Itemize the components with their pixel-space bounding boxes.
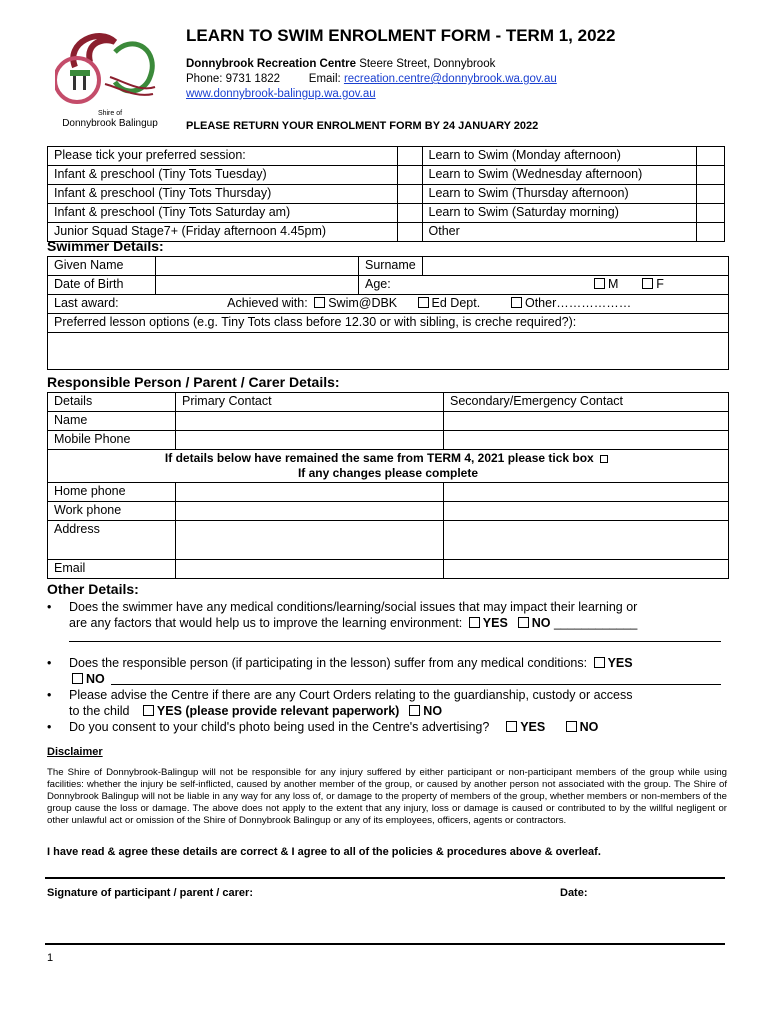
other-award-checkbox[interactable]	[511, 297, 522, 308]
other-heading: Other Details:	[47, 581, 139, 597]
question-court-orders	[47, 687, 727, 719]
surname-field[interactable]	[422, 257, 728, 276]
session-left-4: Junior Squad Stage7+ (Friday afternoon 4.45pm)	[48, 223, 398, 242]
primary-name-field[interactable]	[176, 412, 444, 431]
male-label: M	[608, 277, 619, 291]
bullet-icon: •	[47, 600, 52, 614]
dob-field[interactable]	[156, 276, 359, 295]
shire-logo	[55, 22, 165, 132]
preferred-field[interactable]	[48, 333, 729, 370]
col-secondary: Secondary/Emergency Contact	[444, 393, 729, 412]
signature-bottom-line[interactable]	[45, 943, 725, 945]
session-tick[interactable]	[696, 185, 724, 204]
agreement-text: I have read & agree these details are correct & I agree to all of the policies & procedures above & overleaf.	[47, 846, 601, 858]
email-link[interactable]: recreation.centre@donnybrook.wa.gov.au	[343, 73, 557, 85]
q3-yes: YES (please provide relevant paperwork)	[156, 704, 400, 718]
q1-answer-line[interactable]	[69, 631, 721, 642]
session-tick[interactable]	[696, 223, 724, 242]
q1-line1: Does the swimmer have any medical conditions/learning/social issues that may impact their learning or	[69, 600, 638, 614]
q1-no: NO	[531, 616, 551, 630]
session-left-1: Infant & preschool (Tiny Tots Tuesday)	[48, 166, 398, 185]
age-label: Age:	[365, 277, 391, 291]
surname-label: Surname	[359, 257, 423, 276]
q1-no-checkbox[interactable]	[518, 617, 529, 628]
secondary-home-field[interactable]	[444, 483, 729, 502]
logo-line1: Shire of	[97, 110, 123, 117]
org-details	[186, 57, 557, 102]
gender-options	[591, 277, 664, 291]
secondary-name-field[interactable]	[444, 412, 729, 431]
disclaimer-heading: Disclaimer	[47, 746, 103, 758]
logo-line2: Donnybrook Balingup	[62, 118, 158, 129]
responsible-table	[47, 392, 729, 579]
session-right-1: Learn to Swim (Wednesday afternoon)	[422, 166, 696, 185]
org-phone: Phone: 9731 1822	[186, 73, 281, 85]
q4-yes-checkbox[interactable]	[506, 721, 517, 732]
mobile-label: Mobile Phone	[48, 431, 176, 450]
session-tick[interactable]	[398, 204, 422, 223]
q2-no-checkbox[interactable]	[72, 673, 83, 684]
q2-yes: YES	[607, 656, 633, 670]
q1-line2: are any factors that would help us to improve the learning environment:	[69, 616, 463, 630]
q2-answer-line[interactable]	[111, 684, 721, 685]
secondary-mobile-field[interactable]	[444, 431, 729, 450]
q2-line1: Does the responsible person (if participating in the lesson) suffer from any medical conditions:	[69, 656, 588, 670]
question-photo-consent	[47, 719, 727, 735]
session-tick[interactable]	[696, 166, 724, 185]
last-award-label: Last award:	[54, 296, 119, 310]
session-tick[interactable]	[696, 204, 724, 223]
female-checkbox[interactable]	[642, 278, 653, 289]
unchanged-notice	[48, 450, 729, 483]
secondary-work-field[interactable]	[444, 502, 729, 521]
col-details: Details	[48, 393, 176, 412]
session-tick[interactable]	[398, 185, 422, 204]
session-right-4: Other	[422, 223, 696, 242]
logo-graphic-icon	[55, 22, 165, 112]
primary-address-field[interactable]	[176, 521, 444, 560]
session-left-0: Please tick your preferred session:	[48, 147, 398, 166]
q1-yes: YES	[482, 616, 508, 630]
dob-label: Date of Birth	[48, 276, 156, 295]
signature-label: Signature of participant / parent / carer:	[47, 887, 253, 899]
bullet-icon: •	[47, 720, 52, 734]
q2-yes-checkbox[interactable]	[594, 657, 605, 668]
session-left-2: Infant & preschool (Tiny Tots Thursday)	[48, 185, 398, 204]
session-tick[interactable]	[398, 147, 422, 166]
q3-yes-checkbox[interactable]	[143, 705, 154, 716]
award-row	[48, 295, 729, 314]
secondary-email-field[interactable]	[444, 560, 729, 579]
disclaimer-text: The Shire of Donnybrook-Balingup will not be responsible for any injury suffered by either participant or non-participant members of the group while using facilities: whether the injury be self-inflicted, caused by another member of the group, or caused by another person not associated with the group. The Shire of Donnybrook Balingup will not be liable in any way for any loss of, or damage to the property of members of the group, whether members or non-members of the group cause the loss or damage. The above does not apply to the extent that any injury, loss or damage is caused or contributed to by the willful negligent or other unlawful act or omission of the Shire of Donnybrook Balingup or any of its employees, officers, agents or contractors.	[47, 767, 727, 826]
other-award-label: Other………………	[524, 296, 632, 310]
q3-no-checkbox[interactable]	[409, 705, 420, 716]
secondary-address-field[interactable]	[444, 521, 729, 560]
email-label: Email:	[308, 73, 341, 85]
q1-yes-checkbox[interactable]	[469, 617, 480, 628]
swimmer-table	[47, 256, 729, 370]
q4-yes: YES	[520, 720, 546, 734]
unchanged-checkbox[interactable]	[600, 455, 608, 463]
ed-dept-label: Ed Dept.	[431, 296, 481, 310]
address-label: Address	[48, 521, 176, 560]
return-notice: PLEASE RETURN YOUR ENROLMENT FORM BY 24 JANUARY 2022	[186, 120, 539, 132]
notice-line1: If details below have remained the same from TERM 4, 2021 please tick box	[164, 451, 594, 465]
q4-no: NO	[579, 720, 599, 734]
q3-no: NO	[423, 704, 443, 718]
session-tick[interactable]	[398, 223, 422, 242]
age-cell	[359, 276, 729, 295]
female-label: F	[656, 277, 664, 291]
bullet-icon: •	[47, 656, 52, 670]
website-link[interactable]: www.donnybrook-balingup.wa.gov.au	[186, 88, 376, 100]
signature-top-line	[45, 877, 725, 879]
name-label: Name	[48, 412, 176, 431]
q2-no: NO	[86, 672, 105, 686]
form-title: LEARN TO SWIM ENROLMENT FORM - TERM 1, 2022	[186, 26, 616, 45]
preferred-label: Preferred lesson options (e.g. Tiny Tots class before 12.30 or with sibling, is creche required?):	[48, 314, 729, 333]
org-name: Donnybrook Recreation Centre	[186, 58, 356, 70]
q3-line1: Please advise the Centre if there are any Court Orders relating to the guardianship, custody or access	[69, 688, 633, 702]
given-name-label: Given Name	[48, 257, 156, 276]
swim-dbk-label: Swim@DBK	[328, 296, 398, 310]
home-label: Home phone	[48, 483, 176, 502]
session-left-3: Infant & preschool (Tiny Tots Saturday am)	[48, 204, 398, 223]
q4-text: Do you consent to your child's photo being used in the Centre's advertising?	[69, 720, 490, 734]
session-right-2: Learn to Swim (Thursday afternoon)	[422, 185, 696, 204]
male-checkbox[interactable]	[594, 278, 605, 289]
work-label: Work phone	[48, 502, 176, 521]
session-table	[47, 146, 725, 242]
page-number: 1	[47, 952, 54, 964]
email-label-cell: Email	[48, 560, 176, 579]
session-tick[interactable]	[398, 166, 422, 185]
session-right-0: Learn to Swim (Monday afternoon)	[422, 147, 696, 166]
col-primary: Primary Contact	[176, 393, 444, 412]
session-right-3: Learn to Swim (Saturday morning)	[422, 204, 696, 223]
primary-home-field[interactable]	[176, 483, 444, 502]
achieved-with-label: Achieved with:	[227, 296, 308, 310]
question-medical: • Does the swimmer have any medical conditions/learning/social issues that may impact their learning or are any factors that would help us to improve the learning environment: YES NO ____________	[47, 599, 727, 647]
swimmer-heading: Swimmer Details:	[47, 238, 164, 254]
swim-dbk-checkbox[interactable]	[314, 297, 325, 308]
org-address: Steere Street, Donnybrook	[359, 58, 496, 70]
primary-mobile-field[interactable]	[176, 431, 444, 450]
given-name-field[interactable]	[156, 257, 359, 276]
bullet-icon: •	[47, 688, 52, 702]
q3-line2: to the child	[69, 704, 130, 718]
notice-line2: If any changes please complete	[297, 466, 479, 480]
q4-no-checkbox[interactable]	[566, 721, 577, 732]
primary-email-field[interactable]	[176, 560, 444, 579]
question-responsible-medical	[47, 655, 727, 687]
responsible-heading: Responsible Person / Parent / Carer Details:	[47, 374, 340, 390]
ed-dept-checkbox[interactable]	[418, 297, 429, 308]
session-tick[interactable]	[696, 147, 724, 166]
primary-work-field[interactable]	[176, 502, 444, 521]
date-label: Date:	[560, 887, 588, 899]
